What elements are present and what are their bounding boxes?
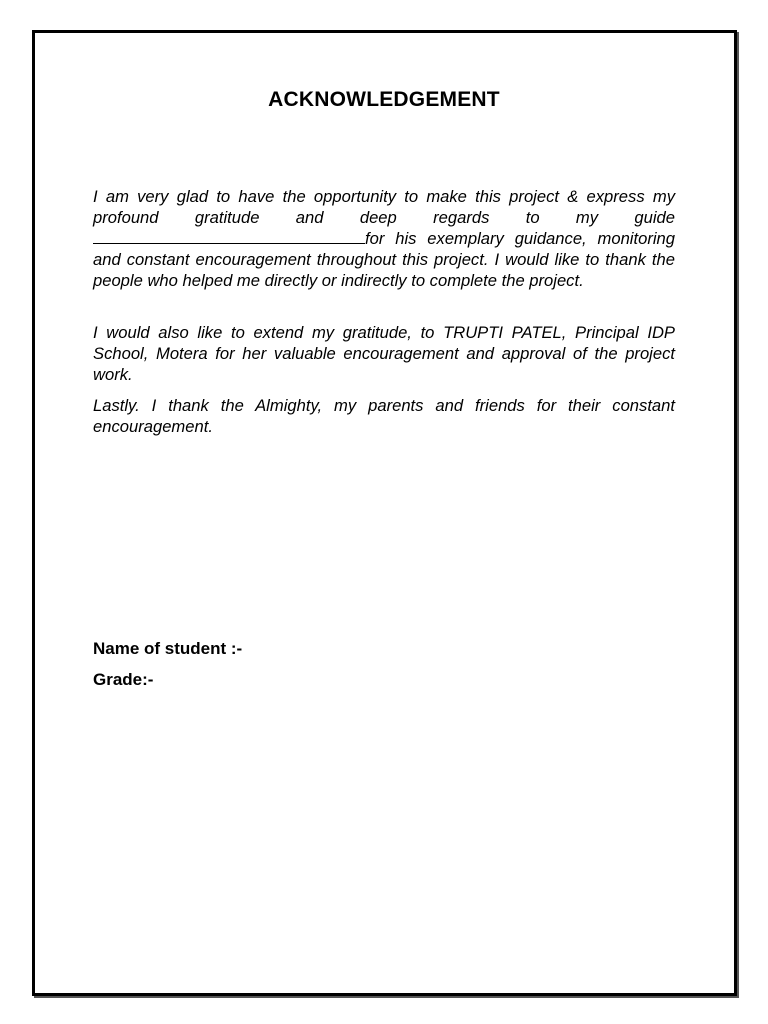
- guide-name-blank-line: [93, 229, 365, 244]
- student-name-label: Name of student :-: [93, 639, 243, 658]
- page-title: ACKNOWLEDGEMENT: [268, 88, 500, 111]
- paragraph-closing: Lastly. I thank the Almighty, my parents and friends for their constant encouragement.: [93, 396, 675, 436]
- paragraph-gratitude-text-end: for his exemplary guidance, monitoring and constant encouragement throughout this project. I would like to thank the people who helped me directly or indirectly to complete the project.: [93, 229, 675, 290]
- paragraph-gratitude: [93, 186, 675, 291]
- page-border: [32, 30, 737, 996]
- paragraph-gratitude-text-start: I am very glad to have the opportunity to make this project & express my profound gratitude and deep regards to my guide: [93, 187, 675, 227]
- grade-label: Grade:-: [93, 670, 154, 689]
- paragraph-principal: I would also like to extend my gratitude, to TRUPTI PATEL, Principal IDP School, Motera for her valuable encouragement and approval of the project work.: [93, 323, 675, 384]
